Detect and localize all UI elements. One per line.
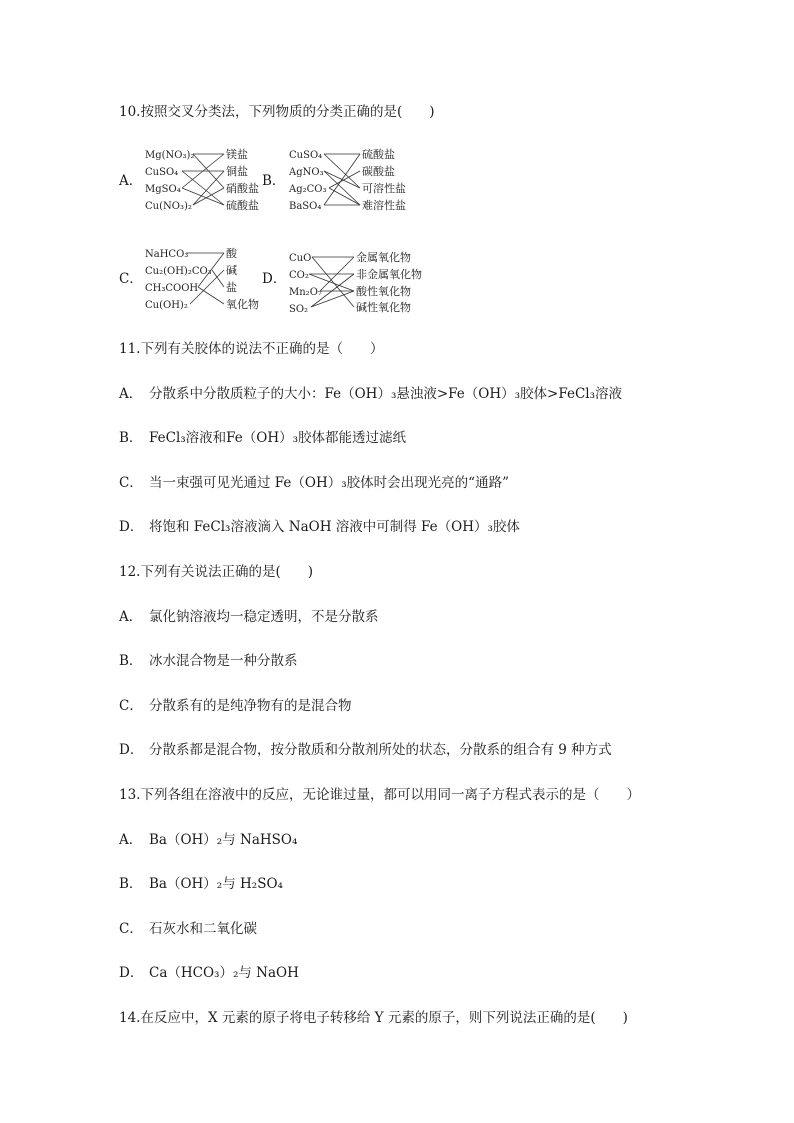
a-left-3: Cu(NO₃)₂ [145,201,192,212]
a-left-2: MgSO₄ [145,184,181,195]
q10-option-c-diagram [140,243,265,318]
q12-option-b[interactable] [119,652,298,670]
q11-d-letter: D． [119,519,144,535]
a-left-1: CuSO₄ [145,167,179,178]
d-right-0: 金属氧化物 [356,251,411,264]
d-left-1: CO₂ [289,270,309,281]
q12-d-letter: D． [119,742,144,758]
q13-option-a[interactable] [119,831,297,849]
q11-d-text: 将饱和 FeCl₃溶液滴入 NaOH 溶液中可制得 Fe（OH）₃胶体 [149,519,520,535]
q11-stem: 11.下列有关胶体的说法不正确的是（ ） [119,341,384,357]
c-left-1: Cu₂(OH)₂CO₃ [145,266,212,277]
q11-c-text: 当一束强可见光通过 Fe（OH）₃胶体时会出现光亮的“通路” [149,475,509,491]
q12-c-letter: C． [119,698,143,714]
b-left-2: Ag₂CO₃ [289,184,327,195]
c-right-1: 碱 [226,264,237,277]
b-left-1: AgNO₃ [289,167,324,178]
q11-option-a[interactable] [119,385,622,403]
q13-c-text: 石灰水和二氧化碳 [149,921,257,937]
q12-a-text: 氯化钠溶液均一稳定透明，不是分散系 [149,609,379,625]
q11-option-c[interactable] [119,474,509,492]
d-left-3: SO₂ [289,304,309,315]
q12-d-text: 分散系都是混合物，按分散质和分散剂所处的状态，分散系的组合有 9 种方式 [149,742,612,758]
q11-b-letter: B． [119,430,143,446]
q10-option-c-letter[interactable]: C． [119,271,143,287]
a-left-0: Mg(NO₃)₂ [145,150,195,161]
q10-stem: 10.按照交叉分类法，下列物质的分类正确的是( ) [119,104,435,120]
q13-option-c[interactable] [119,920,257,938]
q10-option-b-diagram [284,144,414,219]
c-left-2: CH₃COOH [145,283,199,294]
a-connector-lines [182,154,224,205]
b-right-2: 可溶性盐 [362,182,406,195]
q10-option-b-letter[interactable]: B． [262,173,286,189]
d-connector-lines [309,257,354,307]
q13-stem: 13.下列各组在溶液中的反应，无论谁过量，都可以用同一离子方程式表示的是（ ） [119,787,640,803]
b-right-0: 硫酸盐 [362,148,395,161]
q12-b-text: 冰水混合物是一种分散系 [149,653,298,669]
q11-b-text: FeCl₃溶液和Fe（OH）₃胶体都能透过滤纸 [149,430,407,446]
b-connector-lines [324,154,360,205]
q10-option-a-diagram [140,144,265,219]
q12-b-letter: B． [119,653,143,669]
a-right-2: 硝酸盐 [226,182,259,195]
c-left-3: Cu(OH)₂ [145,300,188,311]
d-right-2: 酸性氧化物 [356,285,411,298]
q11-option-b[interactable] [119,429,406,447]
d-left-0: CuO [289,253,312,264]
a-right-3: 硫酸盐 [226,199,259,212]
q11-a-letter: A． [119,386,143,402]
q12-option-c[interactable] [119,697,352,715]
q14-stem: 14.在反应中，X 元素的原子将电子转移给 Y 元素的原子，则下列说法正确的是( ) [119,1010,628,1026]
q13-a-letter: A． [119,832,143,848]
c-left-0: NaHCO₃ [145,249,189,260]
q12-c-text: 分散系有的是纯净物有的是混合物 [149,698,352,714]
q10-option-a-letter[interactable]: A． [119,173,143,189]
q10-option-d-diagram [284,243,424,318]
q13-a-text: Ba（OH）₂与 NaHSO₄ [149,832,298,848]
q13-c-letter: C． [119,921,143,937]
q10-option-d-letter[interactable]: D． [262,271,287,287]
q12-a-letter: A． [119,609,143,625]
d-right-1: 非金属氧化物 [356,268,422,281]
q13-b-letter: B． [119,876,143,892]
a-right-1: 铜盐 [226,165,248,178]
q13-d-letter: D． [119,965,144,981]
b-left-0: CuSO₄ [289,150,323,161]
c-right-2: 盐 [226,281,237,294]
q12-option-d[interactable] [119,741,612,759]
q13-option-b[interactable] [119,875,283,893]
c-connector-lines [186,253,224,304]
q11-a-text: 分散系中分散质粒子的大小：Fe（OH）₃悬浊液>Fe（OH）₃胶体>FeCl₃溶液 [149,386,623,402]
q13-d-text: Ca（HCO₃）₂与 NaOH [149,965,299,981]
c-right-0: 酸 [226,247,237,260]
d-left-2: Mn₂O₇ [289,287,322,298]
b-left-3: BaSO₄ [289,201,322,212]
q12-option-a[interactable] [119,608,379,626]
q13-option-d[interactable] [119,964,299,982]
b-right-1: 碳酸盐 [362,165,395,178]
q13-b-text: Ba（OH）₂与 H₂SO₄ [149,876,283,892]
q11-option-d[interactable] [119,518,520,536]
a-right-0: 镁盐 [226,148,248,161]
d-right-3: 碱性氧化物 [356,301,411,314]
b-right-3: 难溶性盐 [362,199,406,212]
q12-stem: 12.下列有关说法正确的是( ) [119,564,314,580]
q11-c-letter: C． [119,475,143,491]
c-right-3: 氧化物 [226,298,259,311]
